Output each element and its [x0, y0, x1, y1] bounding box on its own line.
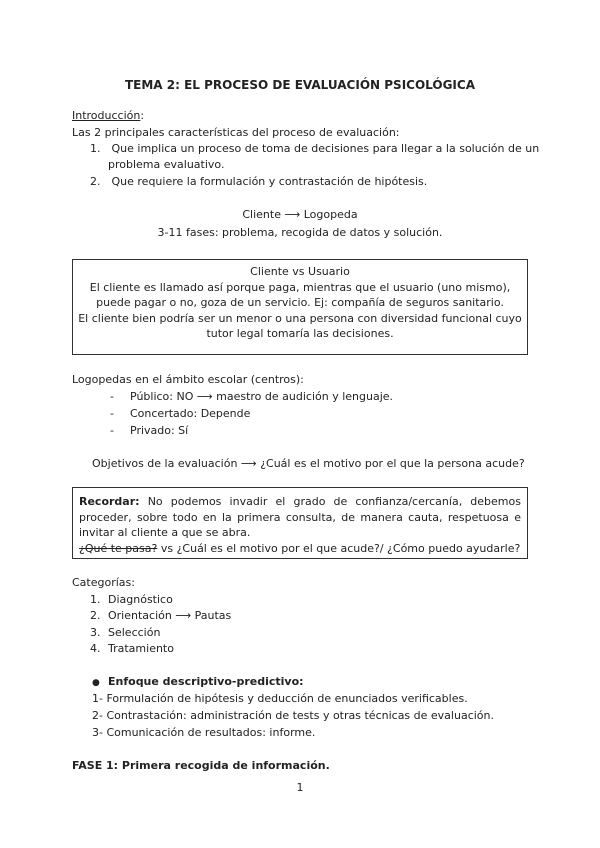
- intro-heading: [72, 108, 144, 124]
- categoria-3-number: 3.: [90, 626, 101, 639]
- fases-line: 3-11 fases: problema, recogida de datos y solución.: [157, 226, 443, 239]
- box1-line-5: tutor legal tomaría las decisiones.: [206, 327, 394, 340]
- categoria-item-4: [90, 641, 174, 657]
- schools-item-1-text: Público: NO ⟶ maestro de audición y lenguaje.: [130, 390, 394, 403]
- intro-item-1-text: Que implica un proceso de toma de decisiones para llegar a la solución de un: [111, 142, 540, 155]
- enfoque-step-3: 3- Comunicación de resultados: informe.: [92, 726, 316, 739]
- struck-question: ¿Qué te pasa?: [79, 541, 158, 555]
- objetivos-line: Objetivos de la evaluación ⟶ ¿Cuál es el motivo por el que la persona acude?: [92, 457, 525, 470]
- recordar-paragraph: [79, 494, 521, 541]
- schools-item-3: - Privado: Sí: [110, 424, 189, 437]
- categorias-lead: Categorías:: [72, 576, 135, 589]
- categoria-item-1: [90, 592, 173, 608]
- box1-line-3: puede pagar o no, goza de un servicio. Ej: compañía de seguros sanitario.: [96, 296, 504, 309]
- enfoque-step-1: 1- Formulación de hipótesis y deducción de enunciados verificables.: [92, 692, 468, 705]
- schools-item-1: - Público: NO ⟶ maestro de audición y lenguaje.: [110, 390, 394, 403]
- intro-item-1-number: 1.: [90, 142, 101, 155]
- schools-item-3-text: Privado: Sí: [130, 424, 189, 437]
- box1-line-1: Cliente vs Usuario: [250, 265, 350, 278]
- intro-item-1: [90, 141, 539, 157]
- intro-heading-text: Introducción: [72, 109, 141, 122]
- enfoque-heading: [92, 674, 304, 691]
- schools-item-2-text: Concertado: Depende: [130, 407, 251, 420]
- cliente-logopeda-line: Cliente ⟶ Logopeda: [242, 208, 358, 221]
- intro-lead: Las 2 principales características del proceso de evaluación:: [72, 126, 400, 139]
- page-title: TEMA 2: EL PROCESO DE EVALUACIÓN PSICOLÓGICA: [124, 78, 475, 92]
- box1-line-2: El cliente es llamado así porque paga, mientras que el usuario (uno mismo),: [89, 280, 511, 294]
- recordar-alternatives: vs ¿Cuál es el motivo por el que acude?/ ¿Cómo puedo ayudarle?: [157, 541, 521, 555]
- schools-lead: Logopedas en el ámbito escolar (centros):: [72, 373, 304, 386]
- recordar-text: No podemos invadir el grado de confianza/cercanía, debemos proceder, sobre todo en la primera consulta, de manera cauta, respetuosa e invitar al cliente a que se abra.: [79, 495, 521, 539]
- enfoque-step-2: 2- Contrastación: administración de tests y otras técnicas de evaluación.: [92, 709, 494, 722]
- fase-heading: FASE 1: Primera recogida de información.: [72, 759, 330, 772]
- categoria-2-number: 2.: [90, 609, 101, 622]
- recordar-box: [72, 487, 528, 559]
- page-number: 1: [296, 781, 304, 794]
- categoria-item-3: [90, 625, 160, 641]
- intro-item-1-continued: problema evaluativo.: [108, 158, 225, 171]
- categoria-1-label: Diagnóstico: [108, 593, 173, 606]
- recordar-label: Recordar:: [79, 495, 140, 508]
- categoria-4-number: 4.: [90, 642, 101, 655]
- categoria-item-2: [90, 608, 231, 624]
- box1-line-4: El cliente bien podría ser un menor o una persona con diversidad funcional cuyo: [78, 311, 522, 325]
- categoria-4-label: Tratamiento: [108, 642, 174, 655]
- recordar-question-line: [79, 541, 521, 557]
- intro-item-2: [90, 174, 427, 190]
- categoria-1-number: 1.: [90, 593, 101, 606]
- intro-item-2-number: 2.: [90, 175, 101, 188]
- schools-item-2: - Concertado: Depende: [110, 407, 251, 420]
- bullet-icon: ●: [92, 678, 100, 688]
- cliente-usuario-box: [72, 259, 528, 355]
- categoria-2-label: Orientación ⟶ Pautas: [108, 609, 232, 622]
- enfoque-heading-text: Enfoque descriptivo-predictivo:: [108, 675, 304, 688]
- intro-heading-colon: :: [140, 109, 145, 122]
- intro-item-2-text: Que requiere la formulación y contrastación de hipótesis.: [111, 175, 428, 188]
- categoria-3-label: Selección: [108, 626, 161, 639]
